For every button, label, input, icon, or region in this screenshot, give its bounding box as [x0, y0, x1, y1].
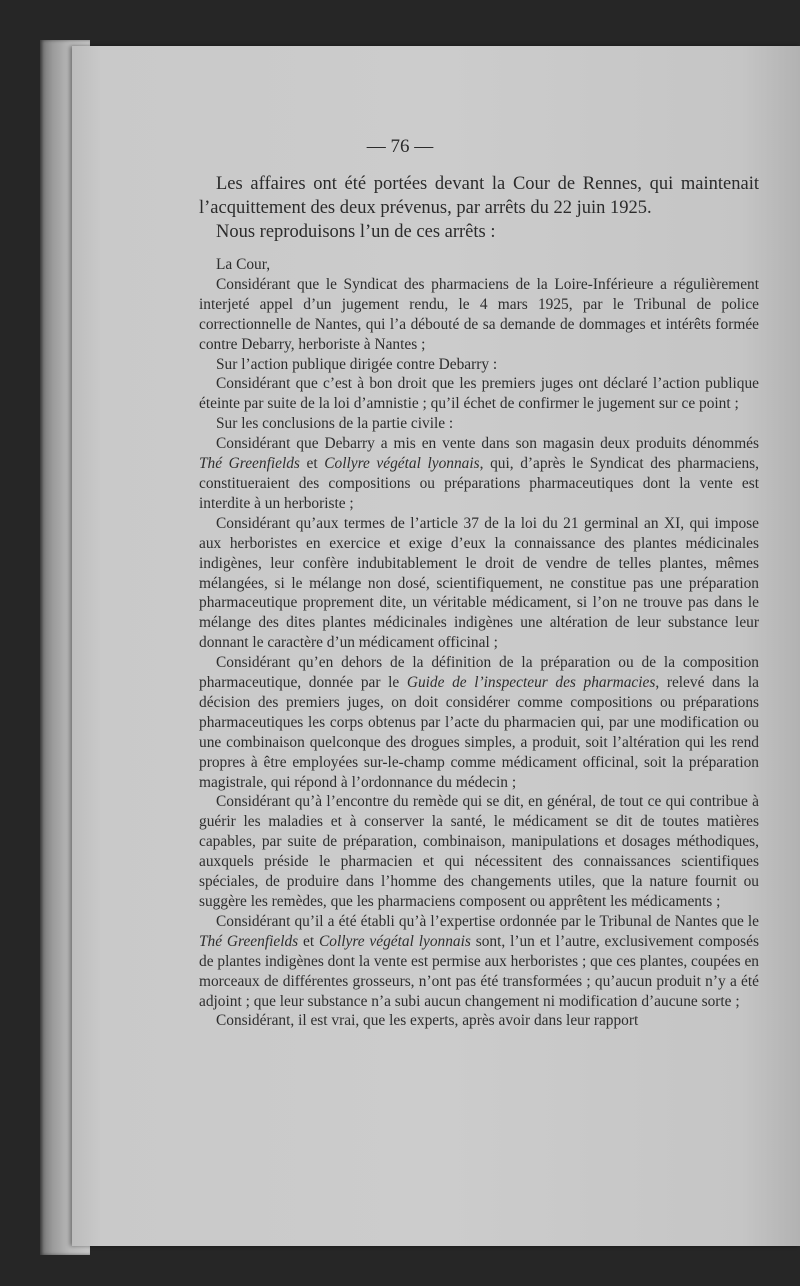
ruling-paragraph: Considérant, il est vrai, que les experts, après avoir dans leur rapport — [216, 1012, 639, 1030]
product-name: Collyre végétal lyonnais — [324, 455, 480, 473]
text-run: et — [298, 932, 319, 950]
text-run: sont, l’un et l’autre, exclusivement composés de plantes indigènes dont la vente est permise aux herboristes ; que ces plantes, coupées en morceaux de différentes grosseurs, n’ont pas été transformées ; qu’aucun produit n’y a été adjoint ; que leur substance n’a subi aucun changement ni modification d’aucune sorte ; — [199, 932, 759, 1010]
ruling-paragraph — [199, 912, 759, 1012]
intro-paragraph: Les affaires ont été portées devant la Cour de Rennes, qui maintenait l’acquittement des deux prévenus, par arrêts du 22 juin 1925. — [199, 174, 759, 218]
text-run: et — [299, 455, 325, 473]
product-name: Thé Greenfields — [199, 932, 299, 950]
intro-paragraph: Nous reproduisons l’un de ces arrêts : — [216, 222, 496, 242]
ruling-paragraph: Sur les conclusions de la partie civile : — [216, 415, 454, 433]
ruling-paragraph — [199, 434, 759, 514]
intro-text — [199, 172, 759, 244]
ruling-paragraph: Sur l’action publique dirigée contre Debarry : — [216, 355, 498, 373]
ruling-paragraph: Considérant qu’aux termes de l’article 37 de la loi du 21 germinal an XI, qui impose aux herboristes en exercice et exige d’eux la connaissance des plantes médicinales indigènes, leur confère indubitablement le droit de vendre de telles plantes, mêmes mélangées, si le mélange non dosé, scientifiquement, ne constitue pas une préparation pharmaceutique proprement dite, un véritable médicament, si l’on ne trouve pas dans le mélange des dites plantes médicinales indigènes une altération de leur substance leur donnant le caractère d’un médicament officinal ; — [199, 514, 759, 652]
product-name: Collyre végétal lyonnais — [318, 932, 471, 950]
ruling-paragraph — [199, 653, 759, 792]
text-run: Considérant que Debarry a mis en vente dans son magasin deux produits dénommés — [216, 435, 759, 453]
text-run: Considérant qu’en dehors de la définition de la préparation ou de la composition pharmaceutique, donnée par le — [199, 654, 759, 692]
page-number: — 76 — — [366, 136, 434, 157]
ruling-paragraph: La Cour, — [216, 256, 271, 273]
text-run: , relevé dans la décision des premiers juges, on doit considérer comme compositions ou préparations pharmaceutiques les corps obtenus par l’acte du pharmacien qui, par une modification ou une combinaison quelconque des drogues simples, a produit, soit l’altération qui les rend propres à être employées sur-le-champ comme médicament officinal, soit la préparation magistrale, qui répond à l’ordonnance du médecin ; — [199, 674, 759, 791]
court-ruling-text — [199, 255, 759, 1031]
product-name: Thé Greenfields — [199, 455, 300, 473]
guide-title: Guide de l’inspecteur des pharmacies — [406, 674, 656, 692]
text-run: Considérant qu’il a été établi qu’à l’expertise ordonnée par le Tribunal de Nantes que le — [216, 912, 759, 930]
ruling-paragraph: Considérant que c’est à bon droit que les premiers juges ont déclaré l’action publique éteinte par suite de la loi d’amnistie ; qu’il échet de confirmer le jugement sur ce point ; — [199, 375, 759, 413]
text-run: , qui, d’après le Syndicat des pharmaciens, constitueraient des compositions ou préparations pharmaceutiques dont la vente est interdite à un herboriste ; — [199, 455, 759, 512]
ruling-paragraph: Considérant que le Syndicat des pharmaciens de la Loire-Inférieure a régulièrement interjeté appel d’un jugement rendu, le 4 mars 1925, par le Tribunal de police correctionnelle de Nantes, qui l’a débouté de sa demande de dommages et intérêts formée contre Debarry, herboriste à Nantes ; — [199, 275, 759, 353]
ruling-paragraph: Considérant qu’à l’encontre du remède qui se dit, en général, de tout ce qui contribue à guérir les maladies et à conserver la santé, le médicament se dit de toutes matières capables, par suite de préparation, combinaison, manipulations et dosages méthodiques, auxquels préside le pharmacien et qui nécessitent des connaissances scientifiques spéciales, de produire dans l’homme des changements utiles, que la nature fournit ou suggère les remèdes, que les pharmaciens composent ou apprêtent les médicaments ; — [199, 793, 759, 910]
